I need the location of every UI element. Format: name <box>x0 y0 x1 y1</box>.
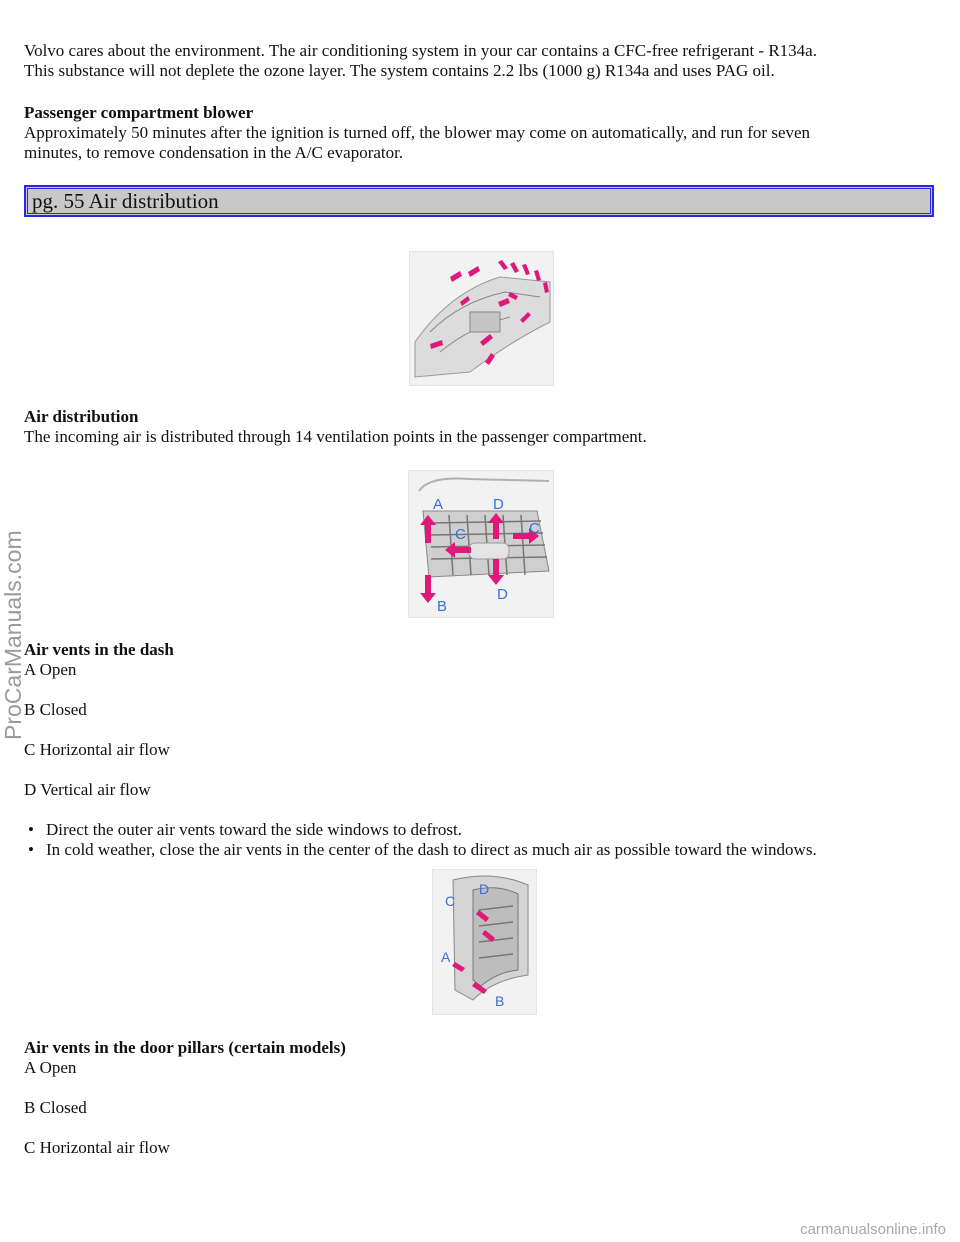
blower-line-2: minutes, to remove condensation in the A/C evaporator. <box>24 143 404 162</box>
pillar-vent-illustration <box>433 870 536 1014</box>
section-title: pg. 55 Air distribution <box>27 188 931 214</box>
dash-vent-figure <box>408 470 554 618</box>
pillar-vents-item-a: A Open <box>24 1058 77 1077</box>
section-header <box>24 185 934 217</box>
tip-item <box>28 820 944 840</box>
distribution-section <box>24 407 944 447</box>
dash-vent-illustration <box>409 471 553 617</box>
pillar-vents-item-c: C Horizontal air flow <box>24 1138 170 1157</box>
dash-vents-item-c: C Horizontal air flow <box>24 740 170 759</box>
blower-line-1: Approximately 50 minutes after the ignition is turned off, the blower may come on automatically, and run for seven <box>24 123 811 142</box>
fig-label-b: B <box>437 598 448 615</box>
tip-item <box>28 840 944 860</box>
bullet-icon: • <box>28 840 34 859</box>
pillar-label-c: C <box>445 893 456 909</box>
pillar-vent-figure <box>432 869 537 1015</box>
tips-list <box>24 820 944 860</box>
tip-text: In cold weather, close the air vents in the center of the dash to direct as much air as possible toward the windows. <box>46 840 817 859</box>
intro-line-2: This substance will not deplete the ozone layer. The system contains 2.2 lbs (1000 g) R134a and uses PAG oil. <box>24 61 775 80</box>
intro-text <box>24 41 944 81</box>
fig-label-c-right: C <box>529 520 540 537</box>
bullet-icon: • <box>28 820 34 839</box>
dash-vents-heading: Air vents in the dash <box>24 640 174 659</box>
pillar-vents-heading: Air vents in the door pillars (certain models) <box>24 1038 346 1057</box>
fig-label-a: A <box>433 496 444 513</box>
dash-vents-item-b: B Closed <box>24 700 87 719</box>
pillar-label-d: D <box>479 881 490 897</box>
car-interior-figure <box>409 251 554 386</box>
dash-vents-item-d: D Vertical air flow <box>24 780 151 799</box>
dash-vents-item-a: A Open <box>24 660 77 679</box>
blower-section <box>24 103 944 163</box>
dash-vents-section <box>24 640 944 820</box>
fig-label-d-bottom: D <box>497 586 508 603</box>
bottom-watermark: carmanualsonline.info <box>800 1221 946 1238</box>
blower-heading: Passenger compartment blower <box>24 103 254 122</box>
distribution-heading: Air distribution <box>24 407 139 426</box>
pillar-label-b: B <box>495 993 505 1009</box>
fig-label-d-top: D <box>493 496 504 513</box>
tip-text: Direct the outer air vents toward the side windows to defrost. <box>46 820 462 839</box>
pillar-label-a: A <box>441 949 451 965</box>
car-interior-illustration <box>410 252 553 385</box>
fig-label-c-left: C <box>455 526 466 543</box>
distribution-text: The incoming air is distributed through 14 ventilation points in the passenger compartment. <box>24 427 647 446</box>
side-watermark: ProCarManuals.com <box>0 530 26 740</box>
pillar-vents-section <box>24 1038 944 1178</box>
intro-line-1: Volvo cares about the environment. The air conditioning system in your car contains a CFC-free refrigerant - R134a. <box>24 41 817 60</box>
pillar-vents-item-b: B Closed <box>24 1098 87 1117</box>
